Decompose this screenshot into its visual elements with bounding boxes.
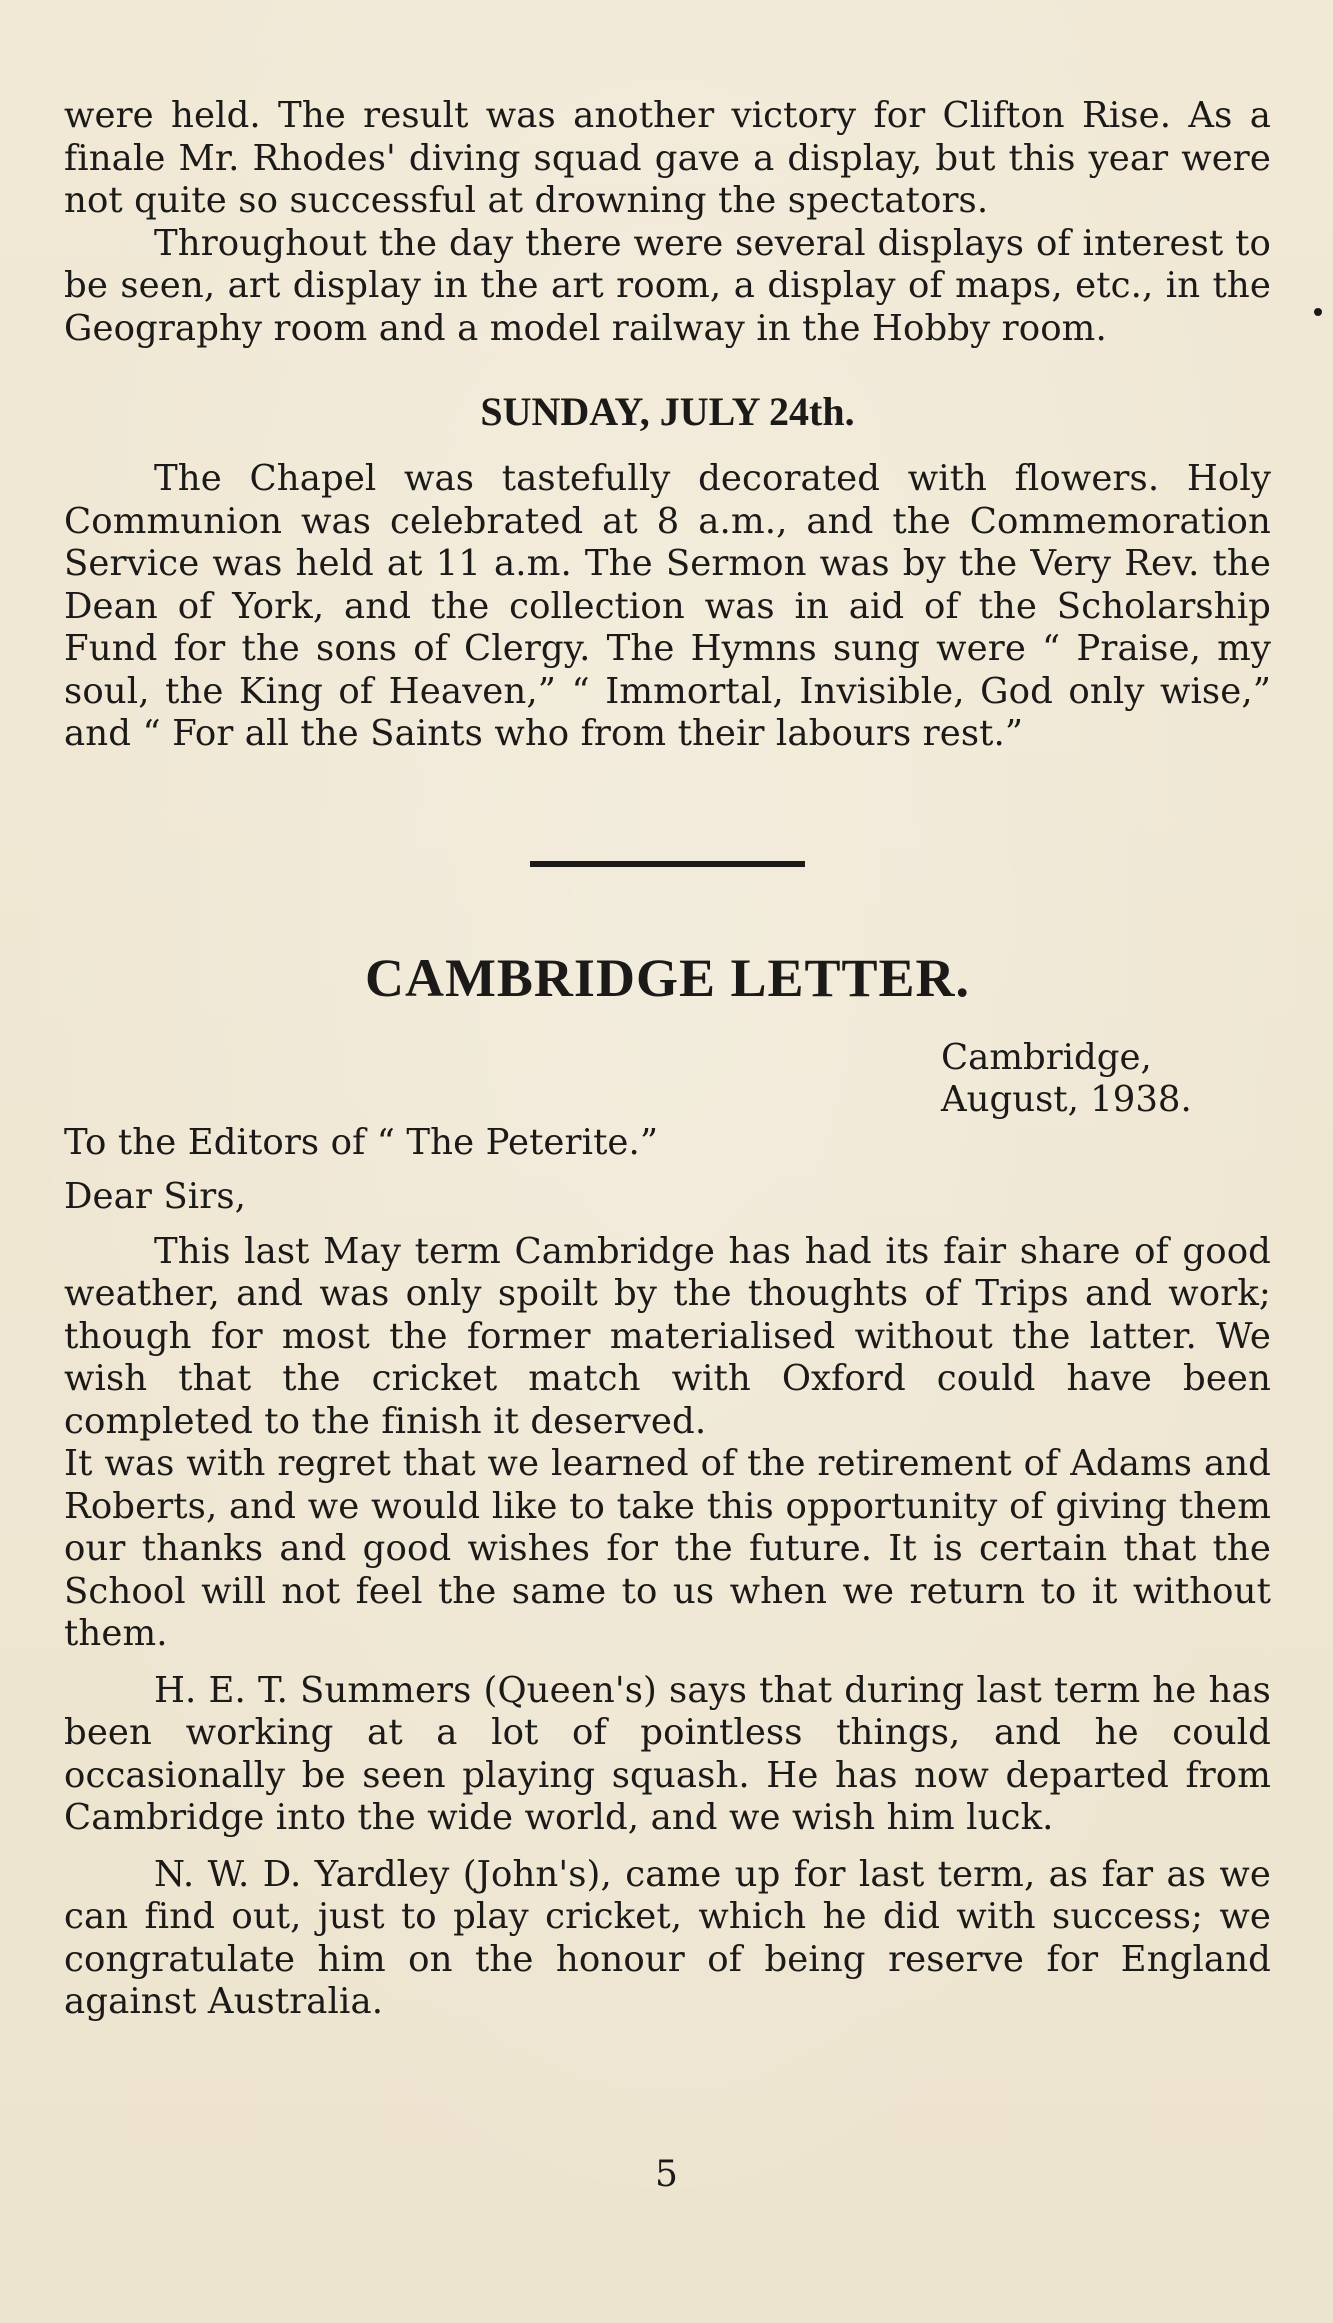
page-number: 5 [655, 2154, 678, 2195]
letter-addressee: To the Editors of “ The Peterite.” [64, 1121, 659, 1163]
dateline-place: Cambridge, [941, 1036, 1152, 1078]
paragraph-may-term: This last May term Cambridge has had its fair share of good weather, and was only spoilt by the thoughts of Trips and work; though for most the former materialised without the latter. We wish that the cricket match with Oxford could have been completed to the finish it deserved. [64, 1230, 1271, 1442]
paragraph-chapel: The Chapel was tastefully decorated with flowers. Holy Communion was celebrated at 8 a.m., and the Commemoration Service was held at 11 a.m. The Sermon was by the Very Rev. the Dean of York, and the collection was in aid of the Scholarship Fund for the sons of Clergy. The Hymns sung were “ Praise, my soul, the King of Heaven,” “ Immortal, Invisible, God only wise,” and “ For all the Saints who from their labours rest.” [64, 458, 1271, 754]
letter-dateline [941, 1037, 1271, 1122]
dateline-date: August, 1938. [941, 1079, 1192, 1120]
paragraph-yardley: N. W. D. Yardley (John's), came up for last term, as far as we can find out, just to play cricket, which he did with success; we congratulate him on the honour of being reserve for England against Australia. [64, 1853, 1271, 2022]
paragraph-summers: H. E. T. Summers (Queen's) says that during last term he has been working at a lot of pointless things, and he could occasionally be seen playing squash. He has now departed from Cambridge into the wide world, and we wish him luck. [64, 1669, 1271, 1838]
letter-greeting: Dear Sirs, [64, 1176, 247, 1217]
paragraph-retirement: It was with regret that we learned of the retirement of Adams and Roberts, and we would like to take this opportunity of giving them our thanks and good wishes for the future. It is certain that the School will not feel the same to us when we return to it without them. [64, 1443, 1271, 1654]
heading-cambridge-letter: CAMBRIDGE LETTER. [364, 947, 971, 1008]
section-divider-rule [530, 861, 805, 867]
heading-sunday-july-24: SUNDAY, JULY 24th. [480, 389, 855, 434]
paragraph-sports-result: were held. The result was another victory for Clifton Rise. As a finale Mr. Rhodes' diving squad gave a display, but this year were not quite so successful at drowning the spectators. [64, 95, 1271, 221]
margin-mark [1314, 308, 1322, 316]
paragraph-displays: Throughout the day there were several displays of interest to be seen, art display in the art room, a display of maps, etc., in the Geography room and a model railway in the Hobby room. [64, 222, 1271, 349]
